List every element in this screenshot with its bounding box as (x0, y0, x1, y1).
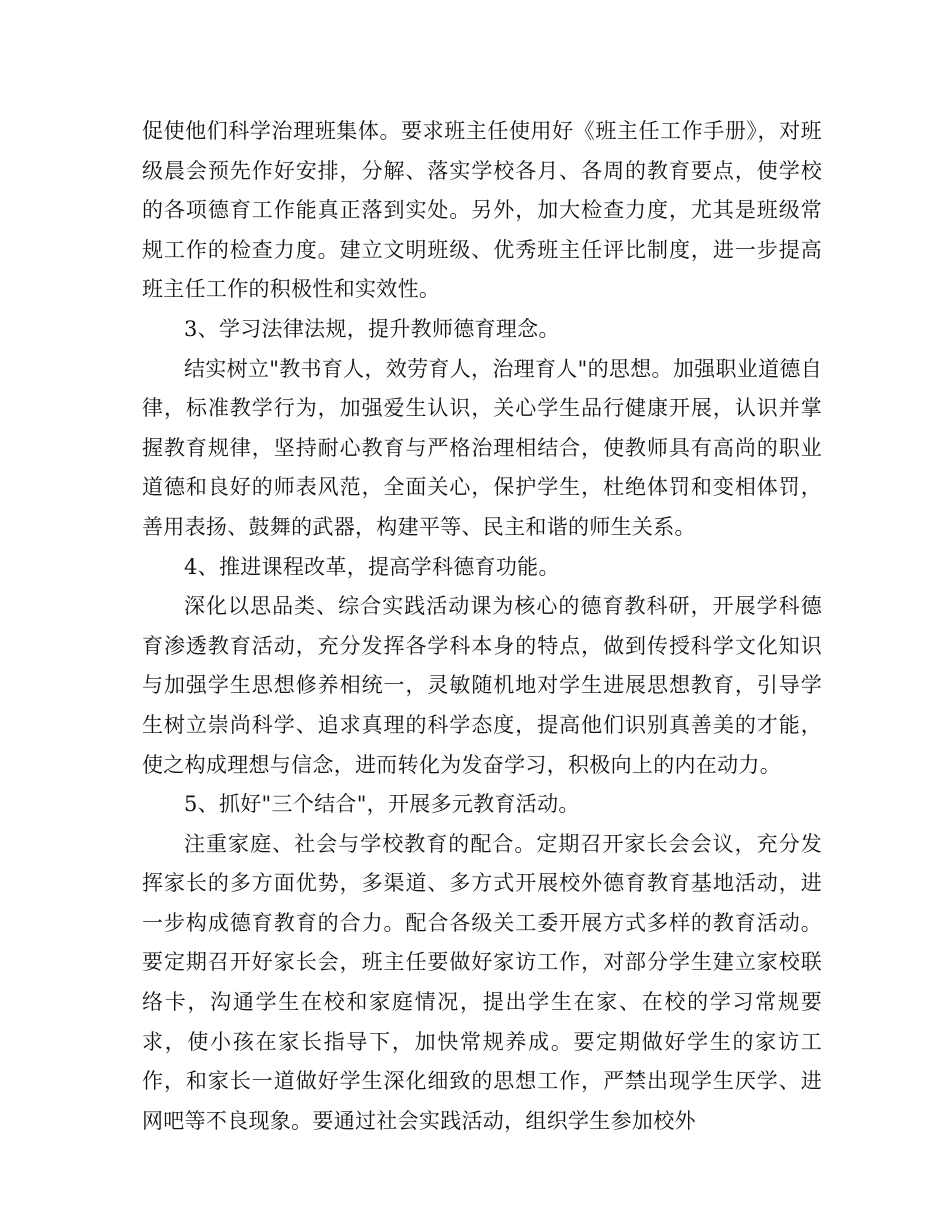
paragraph-item-4: 深化以思品类、综合实践活动课为核心的德育教科研，开展学科德育渗透教育活动，充分发挥各学科本身的特点，做到传授科学文化知识与加强学生思想修养相统一，灵敏随机地对学生进展思想教育，引导学生树立崇尚科学、追求真理的科学态度，提高他们识别真善美的才能，使之构成理想与信念，进而转化为发奋学习，积极向上的内在动力。 (142, 594, 822, 777)
document-body (142, 112, 822, 1141)
paragraph-item-3: 结实树立"教书育人，效劳育人，治理育人"的思想。加强职业道德自律，标准教学行为，加强爱生认识，关心学生品行健康开展，认识并掌握教育规律，坚持耐心教育与严格治理相结合，使教师具有高尚的职业道德和良好的师表风范，全面关心，保护学生，杜绝体罚和变相体罚，善用表扬、鼓舞的武器，构建平等、民主和谐的师生关系。 (142, 356, 822, 539)
heading-item-5: 5、抓好"三个结合"，开展多元教育活动。 (184, 792, 580, 817)
paragraph-continued-intro: 促使他们科学治理班集体。要求班主任使用好《班主任工作手册》，对班级晨会预先作好安排，分解、落实学校各月、各周的教育要点，使学校的各项德育工作能真正落到实处。另外，加大检查力度，尤其是班级常规工作的检查力度。建立文明班级、优秀班主任评比制度，进一步提高班主任工作的积极性和实效性。 (142, 119, 822, 302)
heading-item-4: 4、推进课程改革，提高学科德育功能。 (184, 554, 560, 579)
paragraph-item-5: 注重家庭、社会与学校教育的配合。定期召开家长会会议，充分发挥家长的多方面优势，多渠道、多方式开展校外德育教育基地活动，进一步构成德育教育的合力。配合各级关工委开展方式多样的教育活动。要定期召开好家长会，班主任要做好家访工作，对部分学生建立家校联络卡，沟通学生在校和家庭情况，提出学生在家、在校的学习常规要求，使小孩在家长指导下，加快常规养成。要定期做好学生的家访工作，和家长一道做好学生深化细致的思想工作，严禁出现学生厌学、进网吧等不良现象。要通过社会实践活动，组织学生参加校外 (142, 831, 822, 1133)
heading-item-3: 3、学习法律法规，提升教师德育理念。 (184, 316, 560, 341)
